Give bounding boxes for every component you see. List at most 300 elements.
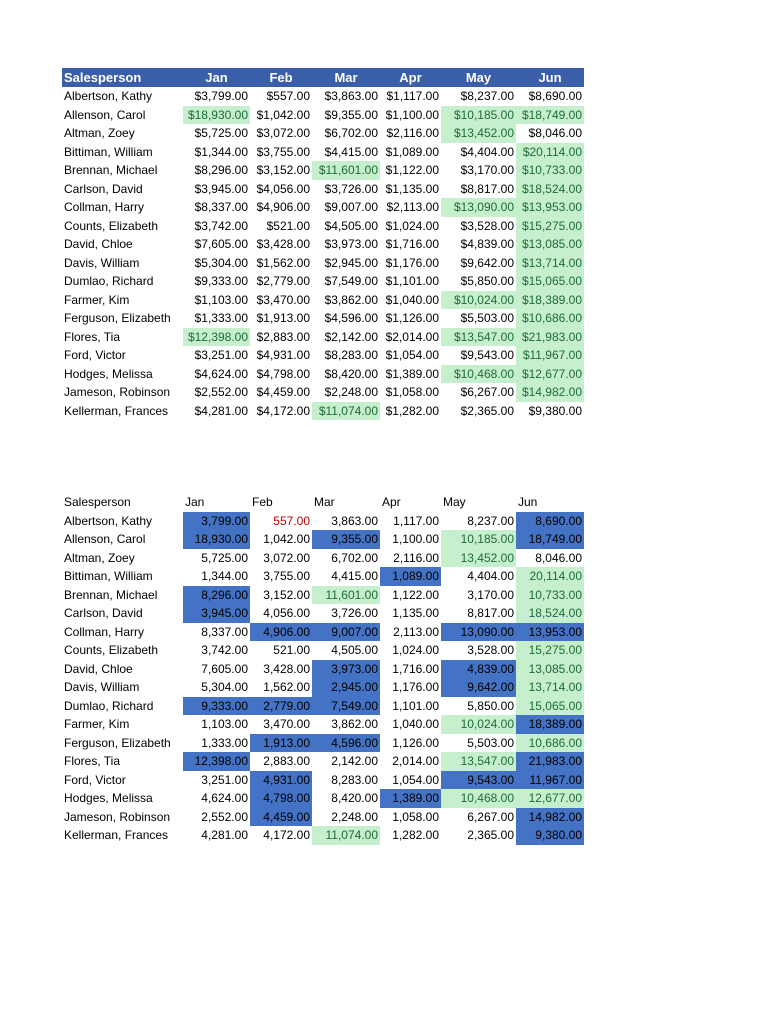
jan-value-cell[interactable]: 4,624.00: [201, 791, 248, 805]
apr-value-cell[interactable]: $1,054.00: [385, 348, 439, 362]
mar-value-cell[interactable]: $9,007.00: [324, 200, 378, 214]
mar-value-cell[interactable]: $2,248.00: [324, 385, 378, 399]
apr-value-cell[interactable]: $1,040.00: [385, 292, 439, 307]
feb-value-cell[interactable]: 3,470.00: [263, 717, 310, 731]
jan-value-cell[interactable]: $8,337.00: [194, 200, 248, 214]
apr-value-cell[interactable]: 1,117.00: [393, 513, 439, 528]
apr-value-cell[interactable]: 2,113.00: [393, 624, 439, 639]
header-jan: Jan: [183, 68, 250, 87]
apr-value-cell[interactable]: 1,126.00: [392, 735, 439, 750]
may-value-cell[interactable]: 4,404.00: [467, 569, 514, 583]
salesperson-name-cell[interactable]: Farmer, Kim: [64, 292, 130, 307]
feb-value-cell[interactable]: 2,883.00: [263, 754, 310, 768]
jan-value-cell[interactable]: 1,344.00: [201, 569, 248, 583]
jun-value-cell[interactable]: 12,677.00: [516, 789, 584, 808]
apr-value-cell[interactable]: $1,058.00: [385, 385, 439, 399]
feb-value-cell[interactable]: $521.00: [266, 218, 310, 233]
feb-value-cell[interactable]: $3,470.00: [256, 292, 310, 307]
apr-value-cell[interactable]: $1,100.00: [385, 107, 439, 122]
salesperson-name-cell[interactable]: Hodges, Melissa: [64, 791, 153, 805]
salesperson-name-cell[interactable]: Kellerman, Frances: [64, 403, 169, 418]
may-value-cell[interactable]: 10,185.00: [441, 530, 516, 549]
apr-value-cell[interactable]: $1,117.00: [386, 89, 439, 103]
apr-value-cell[interactable]: $1,101.00: [385, 274, 439, 288]
feb-value-cell[interactable]: 4,931.00: [250, 771, 312, 790]
jun-value-cell[interactable]: 13,953.00: [516, 623, 584, 642]
jan-value-cell[interactable]: 18,930.00: [183, 530, 250, 549]
may-value-cell[interactable]: $2,365.00: [460, 403, 514, 418]
may-value-cell[interactable]: $10,468.00: [441, 365, 516, 384]
table-row: [62, 808, 584, 827]
apr-value-cell[interactable]: 1,389.00: [380, 789, 441, 808]
jun-value-cell[interactable]: 15,065.00: [516, 697, 584, 716]
jan-value-cell[interactable]: 5,725.00: [201, 550, 248, 565]
mar-value-cell[interactable]: $4,505.00: [324, 218, 378, 233]
table-row: [62, 697, 584, 716]
jan-value-cell[interactable]: $3,799.00: [194, 89, 248, 103]
jan-value-cell[interactable]: 8,337.00: [201, 624, 248, 639]
feb-value-cell[interactable]: 2,779.00: [250, 697, 312, 716]
salesperson-name-cell[interactable]: Brennan, Michael: [64, 587, 158, 602]
jan-value-cell[interactable]: $7,605.00: [194, 237, 248, 251]
feb-value-cell[interactable]: $2,779.00: [256, 274, 310, 288]
may-value-cell[interactable]: $10,024.00: [441, 291, 516, 310]
mar-value-cell[interactable]: $2,142.00: [324, 329, 378, 344]
mar-value-cell[interactable]: 7,549.00: [312, 697, 380, 716]
salesperson-name-cell[interactable]: Altman, Zoey: [64, 550, 135, 565]
salesperson-name-cell[interactable]: Jameson, Robinson: [64, 385, 171, 399]
mar-value-cell[interactable]: 11,074.00: [312, 826, 380, 845]
jun-value-cell[interactable]: 9,380.00: [516, 826, 584, 845]
mar-value-cell[interactable]: $3,726.00: [324, 181, 378, 196]
jan-value-cell[interactable]: $1,103.00: [194, 292, 248, 307]
table-header: [62, 493, 584, 512]
feb-value-cell[interactable]: $4,931.00: [256, 348, 310, 362]
may-value-cell[interactable]: $10,185.00: [441, 106, 516, 125]
jan-value-cell[interactable]: $18,930.00: [183, 106, 250, 125]
jun-value-cell[interactable]: 11,967.00: [516, 771, 584, 790]
apr-value-cell[interactable]: $2,116.00: [386, 126, 439, 140]
table-header: [62, 68, 584, 87]
salesperson-name-cell[interactable]: Allenson, Carol: [64, 532, 146, 546]
table-row: [62, 771, 584, 790]
jan-value-cell[interactable]: 7,605.00: [201, 661, 248, 676]
may-value-cell[interactable]: $5,503.00: [460, 311, 514, 325]
mar-value-cell[interactable]: 4,505.00: [331, 643, 378, 657]
table-row: [62, 752, 584, 771]
table-row: [62, 383, 584, 402]
salesperson-name-cell[interactable]: Davis, William: [64, 680, 140, 694]
mar-value-cell[interactable]: 3,863.00: [331, 513, 378, 528]
table-row: [62, 198, 584, 217]
jun-value-cell[interactable]: $13,714.00: [516, 254, 584, 273]
salesperson-name-cell[interactable]: Altman, Zoey: [64, 126, 135, 140]
sales-table-numeric: [62, 493, 584, 845]
mar-value-cell[interactable]: $8,283.00: [324, 348, 378, 362]
jun-value-cell[interactable]: $12,677.00: [516, 365, 584, 384]
may-value-cell[interactable]: $13,090.00: [441, 198, 516, 217]
may-value-cell[interactable]: 4,839.00: [441, 660, 516, 679]
table-row: [62, 161, 584, 180]
apr-value-cell[interactable]: $1,176.00: [385, 255, 439, 270]
salesperson-name-cell[interactable]: Ford, Victor: [64, 348, 126, 362]
may-value-cell[interactable]: $4,839.00: [460, 237, 514, 251]
jun-value-cell[interactable]: $18,524.00: [516, 180, 584, 199]
jun-value-cell[interactable]: 8,046.00: [535, 550, 582, 565]
table-row: [62, 530, 584, 549]
jun-value-cell[interactable]: 15,275.00: [516, 641, 584, 660]
jan-value-cell[interactable]: 4,281.00: [201, 828, 248, 842]
feb-value-cell[interactable]: $4,798.00: [256, 366, 310, 381]
feb-value-cell[interactable]: 1,913.00: [250, 734, 312, 753]
table-body: [62, 512, 584, 845]
header-may: May: [443, 495, 466, 509]
salesperson-name-cell[interactable]: Bittiman, William: [64, 144, 153, 159]
may-value-cell[interactable]: 6,267.00: [467, 809, 514, 824]
table-row: [62, 734, 584, 753]
table-row: [62, 272, 584, 291]
salesperson-name-cell[interactable]: Collman, Harry: [64, 624, 145, 639]
salesperson-name-cell[interactable]: Carlson, David: [64, 606, 143, 620]
salesperson-name-cell[interactable]: Farmer, Kim: [64, 717, 130, 731]
apr-value-cell[interactable]: $1,126.00: [385, 311, 439, 325]
mar-value-cell[interactable]: 2,248.00: [331, 809, 378, 824]
may-value-cell[interactable]: 5,503.00: [467, 735, 514, 750]
feb-value-cell[interactable]: $4,459.00: [256, 385, 310, 399]
table-row: [62, 586, 584, 605]
feb-value-cell[interactable]: 1,042.00: [263, 532, 310, 546]
may-value-cell[interactable]: $13,547.00: [441, 328, 516, 347]
may-value-cell[interactable]: 8,237.00: [467, 513, 514, 528]
may-value-cell[interactable]: 10,468.00: [441, 789, 516, 808]
mar-value-cell[interactable]: 2,945.00: [312, 678, 380, 697]
apr-value-cell[interactable]: $1,716.00: [385, 237, 439, 251]
may-value-cell[interactable]: $8,237.00: [460, 89, 514, 103]
salesperson-name-cell[interactable]: Dumlao, Richard: [64, 274, 154, 288]
mar-value-cell[interactable]: $4,415.00: [324, 144, 378, 159]
feb-value-cell[interactable]: 4,906.00: [250, 623, 312, 642]
may-value-cell[interactable]: $13,452.00: [441, 124, 516, 143]
jun-value-cell[interactable]: 8,690.00: [516, 512, 584, 531]
may-value-cell[interactable]: $5,850.00: [460, 274, 514, 288]
salesperson-name-cell[interactable]: Flores, Tia: [64, 329, 121, 344]
mar-value-cell[interactable]: $11,074.00: [312, 402, 380, 421]
jan-value-cell[interactable]: 12,398.00: [183, 752, 250, 771]
salesperson-name-cell[interactable]: Ferguson, Elizabeth: [64, 311, 171, 325]
may-value-cell[interactable]: 9,642.00: [441, 678, 516, 697]
jan-value-cell[interactable]: 9,333.00: [183, 697, 250, 716]
sales-table-currency: [62, 68, 584, 420]
header-mar: Mar: [314, 495, 335, 509]
may-value-cell[interactable]: $3,528.00: [460, 218, 514, 233]
jan-value-cell[interactable]: 1,103.00: [201, 717, 248, 731]
jun-value-cell[interactable]: $18,749.00: [516, 106, 584, 125]
may-value-cell[interactable]: 8,817.00: [467, 606, 514, 620]
jun-value-cell[interactable]: 20,114.00: [516, 567, 584, 586]
apr-value-cell[interactable]: $1,089.00: [385, 144, 439, 159]
jan-value-cell[interactable]: $1,344.00: [194, 144, 248, 159]
apr-value-cell[interactable]: 1,024.00: [392, 643, 439, 657]
apr-value-cell[interactable]: 1,282.00: [392, 828, 439, 842]
salesperson-name-cell[interactable]: Counts, Elizabeth: [64, 218, 159, 233]
apr-value-cell[interactable]: $1,282.00: [385, 403, 439, 418]
apr-value-cell[interactable]: 1,100.00: [392, 532, 439, 546]
header-feb: Feb: [252, 495, 273, 509]
salesperson-name-cell[interactable]: Ford, Victor: [64, 772, 126, 787]
jan-value-cell[interactable]: 5,304.00: [201, 680, 248, 694]
salesperson-name-cell[interactable]: Allenson, Carol: [64, 107, 146, 122]
may-value-cell[interactable]: 3,528.00: [467, 643, 514, 657]
table-row: [62, 291, 584, 310]
mar-value-cell[interactable]: $7,549.00: [324, 274, 378, 288]
jan-value-cell[interactable]: 3,251.00: [201, 772, 248, 787]
feb-value-cell[interactable]: $3,428.00: [256, 237, 310, 251]
feb-value-cell[interactable]: 521.00: [273, 643, 310, 657]
jun-value-cell[interactable]: $13,953.00: [516, 198, 584, 217]
mar-value-cell[interactable]: 3,973.00: [312, 660, 380, 679]
header-jun: Jun: [516, 68, 584, 87]
jan-value-cell[interactable]: $2,552.00: [194, 385, 248, 399]
feb-value-cell[interactable]: $1,042.00: [256, 107, 310, 122]
apr-value-cell[interactable]: $2,113.00: [386, 200, 439, 214]
may-value-cell[interactable]: $8,817.00: [460, 181, 514, 196]
salesperson-name-cell[interactable]: Hodges, Melissa: [64, 366, 153, 381]
header-salesperson: Salesperson: [64, 495, 131, 509]
may-value-cell[interactable]: 3,170.00: [467, 587, 514, 602]
jan-value-cell[interactable]: $5,304.00: [194, 255, 248, 270]
may-value-cell[interactable]: 2,365.00: [467, 828, 514, 842]
salesperson-name-cell[interactable]: David, Chloe: [64, 237, 133, 251]
jan-value-cell[interactable]: $3,945.00: [194, 181, 248, 196]
may-value-cell[interactable]: $4,404.00: [460, 144, 514, 159]
jan-value-cell[interactable]: $4,281.00: [194, 403, 248, 418]
salesperson-name-cell[interactable]: Collman, Harry: [64, 200, 145, 214]
table-row: [62, 512, 584, 531]
may-value-cell[interactable]: 9,543.00: [441, 771, 516, 790]
table-row: [62, 254, 584, 273]
mar-value-cell[interactable]: $3,862.00: [324, 292, 378, 307]
mar-value-cell[interactable]: 3,726.00: [331, 606, 378, 620]
jun-value-cell[interactable]: $10,733.00: [516, 161, 584, 180]
header-may: May: [441, 68, 516, 87]
mar-value-cell[interactable]: $3,973.00: [324, 237, 378, 251]
header-salesperson: Salesperson: [62, 68, 183, 87]
jun-value-cell[interactable]: 13,714.00: [516, 678, 584, 697]
salesperson-name-cell[interactable]: Albertson, Kathy: [64, 89, 153, 103]
jan-value-cell[interactable]: 2,552.00: [201, 809, 248, 824]
apr-value-cell[interactable]: $1,389.00: [385, 366, 439, 381]
apr-value-cell[interactable]: $1,024.00: [385, 218, 439, 233]
mar-value-cell[interactable]: 9,007.00: [312, 623, 380, 642]
table-row: [62, 346, 584, 365]
salesperson-name-cell[interactable]: David, Chloe: [64, 661, 133, 676]
jun-value-cell[interactable]: 18,749.00: [516, 530, 584, 549]
feb-value-cell[interactable]: 557.00: [273, 513, 310, 528]
table-row: [62, 87, 584, 106]
apr-value-cell[interactable]: 2,116.00: [393, 550, 439, 565]
table-row: [62, 309, 584, 328]
may-value-cell[interactable]: $9,543.00: [460, 348, 514, 362]
salesperson-name-cell[interactable]: Flores, Tia: [64, 754, 121, 768]
jun-value-cell[interactable]: 18,524.00: [516, 604, 584, 623]
salesperson-name-cell[interactable]: Dumlao, Richard: [64, 698, 154, 713]
jan-value-cell[interactable]: 1,333.00: [201, 735, 248, 750]
header-apr: Apr: [382, 495, 401, 509]
mar-value-cell[interactable]: $11,601.00: [312, 161, 380, 180]
may-value-cell[interactable]: 13,452.00: [441, 549, 516, 568]
table-row: [62, 143, 584, 162]
apr-value-cell[interactable]: $1,135.00: [385, 181, 439, 196]
jun-value-cell[interactable]: $13,085.00: [516, 235, 584, 254]
header-apr: Apr: [380, 68, 441, 87]
may-value-cell[interactable]: $9,642.00: [460, 255, 514, 270]
salesperson-name-cell[interactable]: Brennan, Michael: [64, 163, 158, 177]
jan-value-cell[interactable]: $4,624.00: [194, 366, 248, 381]
feb-value-cell[interactable]: 4,172.00: [263, 828, 310, 842]
may-value-cell[interactable]: 13,090.00: [441, 623, 516, 642]
mar-value-cell[interactable]: 6,702.00: [331, 550, 378, 565]
feb-value-cell[interactable]: 3,755.00: [263, 569, 310, 583]
apr-value-cell[interactable]: 1,716.00: [392, 661, 439, 676]
mar-value-cell[interactable]: $2,945.00: [324, 255, 378, 270]
jan-value-cell[interactable]: 3,945.00: [183, 604, 250, 623]
jan-value-cell[interactable]: 3,742.00: [201, 643, 248, 657]
mar-value-cell[interactable]: 9,355.00: [312, 530, 380, 549]
jun-value-cell[interactable]: $8,046.00: [528, 126, 582, 140]
feb-value-cell[interactable]: 3,428.00: [263, 661, 310, 676]
table-row: [62, 678, 584, 697]
salesperson-name-cell[interactable]: Bittiman, William: [64, 569, 153, 583]
mar-value-cell[interactable]: 8,283.00: [331, 772, 378, 787]
table-row: [62, 604, 584, 623]
table-row: [62, 641, 584, 660]
apr-value-cell[interactable]: 1,101.00: [392, 698, 439, 713]
feb-value-cell[interactable]: $4,056.00: [256, 181, 310, 196]
feb-value-cell[interactable]: 4,798.00: [250, 789, 312, 808]
jun-value-cell[interactable]: 18,389.00: [516, 715, 584, 734]
jun-value-cell[interactable]: $8,690.00: [528, 89, 582, 103]
feb-value-cell[interactable]: $557.00: [266, 89, 310, 103]
salesperson-name-cell[interactable]: Kellerman, Frances: [64, 828, 169, 842]
apr-value-cell[interactable]: 2,014.00: [392, 754, 439, 768]
jan-value-cell[interactable]: $3,742.00: [194, 218, 248, 233]
jun-value-cell[interactable]: $14,982.00: [516, 383, 584, 402]
table-row: [62, 549, 584, 568]
jun-value-cell[interactable]: 10,733.00: [516, 586, 584, 605]
jun-value-cell[interactable]: $11,967.00: [516, 346, 584, 365]
feb-value-cell[interactable]: $1,913.00: [256, 311, 310, 325]
jan-value-cell[interactable]: 3,799.00: [183, 512, 250, 531]
apr-value-cell[interactable]: $2,014.00: [385, 329, 439, 344]
mar-value-cell[interactable]: $6,702.00: [324, 126, 378, 140]
mar-value-cell[interactable]: $9,355.00: [324, 107, 378, 122]
mar-value-cell[interactable]: $8,420.00: [324, 366, 378, 381]
mar-value-cell[interactable]: 11,601.00: [312, 586, 380, 605]
mar-value-cell[interactable]: 8,420.00: [331, 791, 378, 805]
mar-value-cell[interactable]: $4,596.00: [324, 311, 378, 325]
jun-value-cell[interactable]: 21,983.00: [516, 752, 584, 771]
feb-value-cell[interactable]: 3,152.00: [263, 587, 310, 602]
feb-value-cell[interactable]: $2,883.00: [256, 329, 310, 344]
may-value-cell[interactable]: 5,850.00: [467, 698, 514, 713]
table-row: [62, 217, 584, 236]
may-value-cell[interactable]: 13,547.00: [441, 752, 516, 771]
table-row: [62, 623, 584, 642]
apr-value-cell[interactable]: 1,040.00: [392, 717, 439, 731]
apr-value-cell[interactable]: 1,122.00: [392, 587, 439, 602]
feb-value-cell[interactable]: $3,072.00: [256, 126, 310, 140]
header-jun: Jun: [518, 495, 538, 509]
feb-value-cell[interactable]: $3,755.00: [256, 144, 310, 159]
jun-value-cell[interactable]: 14,982.00: [516, 808, 584, 827]
jun-value-cell[interactable]: $10,686.00: [516, 309, 584, 328]
jun-value-cell[interactable]: 10,686.00: [516, 734, 584, 753]
jan-value-cell[interactable]: $5,725.00: [194, 126, 248, 140]
may-value-cell[interactable]: $6,267.00: [460, 385, 514, 399]
jun-value-cell[interactable]: $15,275.00: [516, 217, 584, 236]
table-row: [62, 567, 584, 586]
jun-value-cell[interactable]: $15,065.00: [516, 272, 584, 291]
mar-value-cell[interactable]: 3,862.00: [331, 717, 378, 731]
mar-value-cell[interactable]: 2,142.00: [331, 754, 378, 768]
jun-value-cell[interactable]: $21,983.00: [516, 328, 584, 347]
apr-value-cell[interactable]: 1,054.00: [392, 772, 439, 787]
jun-value-cell[interactable]: 13,085.00: [516, 660, 584, 679]
jan-value-cell[interactable]: 8,296.00: [183, 586, 250, 605]
table-row: [62, 826, 584, 845]
jan-value-cell[interactable]: $9,333.00: [194, 274, 248, 288]
apr-value-cell[interactable]: 1,176.00: [392, 680, 439, 694]
table-row: [62, 235, 584, 254]
apr-value-cell[interactable]: $1,122.00: [385, 163, 439, 177]
salesperson-name-cell[interactable]: Jameson, Robinson: [64, 809, 171, 824]
header-mar: Mar: [312, 68, 380, 87]
jun-value-cell[interactable]: $18,389.00: [516, 291, 584, 310]
jun-value-cell[interactable]: $20,114.00: [516, 143, 584, 162]
feb-value-cell[interactable]: $4,906.00: [256, 200, 310, 214]
mar-value-cell[interactable]: $3,863.00: [324, 89, 378, 103]
may-value-cell[interactable]: $3,170.00: [460, 163, 514, 177]
feb-value-cell[interactable]: 4,056.00: [263, 606, 310, 620]
table-row: [62, 106, 584, 125]
jun-value-cell[interactable]: $9,380.00: [528, 403, 582, 418]
salesperson-name-cell[interactable]: Davis, William: [64, 255, 140, 270]
table-row: [62, 402, 584, 421]
apr-value-cell[interactable]: 1,089.00: [380, 567, 441, 586]
jan-value-cell[interactable]: $1,333.00: [194, 311, 248, 325]
salesperson-name-cell[interactable]: Albertson, Kathy: [64, 513, 153, 528]
feb-value-cell[interactable]: $3,152.00: [256, 163, 310, 177]
mar-value-cell[interactable]: 4,596.00: [312, 734, 380, 753]
feb-value-cell[interactable]: $1,562.00: [256, 255, 310, 270]
table-row: [62, 660, 584, 679]
may-value-cell[interactable]: 10,024.00: [441, 715, 516, 734]
table-row: [62, 328, 584, 347]
feb-value-cell[interactable]: $4,172.00: [256, 403, 310, 418]
feb-value-cell[interactable]: 4,459.00: [250, 808, 312, 827]
jan-value-cell[interactable]: $8,296.00: [194, 163, 248, 177]
mar-value-cell[interactable]: 4,415.00: [331, 569, 378, 583]
jan-value-cell[interactable]: $12,398.00: [183, 328, 250, 347]
feb-value-cell[interactable]: 1,562.00: [263, 680, 310, 694]
apr-value-cell[interactable]: 1,058.00: [392, 809, 439, 824]
apr-value-cell[interactable]: 1,135.00: [392, 606, 439, 620]
jan-value-cell[interactable]: $3,251.00: [194, 348, 248, 362]
salesperson-name-cell[interactable]: Ferguson, Elizabeth: [64, 735, 171, 750]
feb-value-cell[interactable]: 3,072.00: [263, 550, 310, 565]
salesperson-name-cell[interactable]: Carlson, David: [64, 181, 143, 196]
salesperson-name-cell[interactable]: Counts, Elizabeth: [64, 643, 159, 657]
